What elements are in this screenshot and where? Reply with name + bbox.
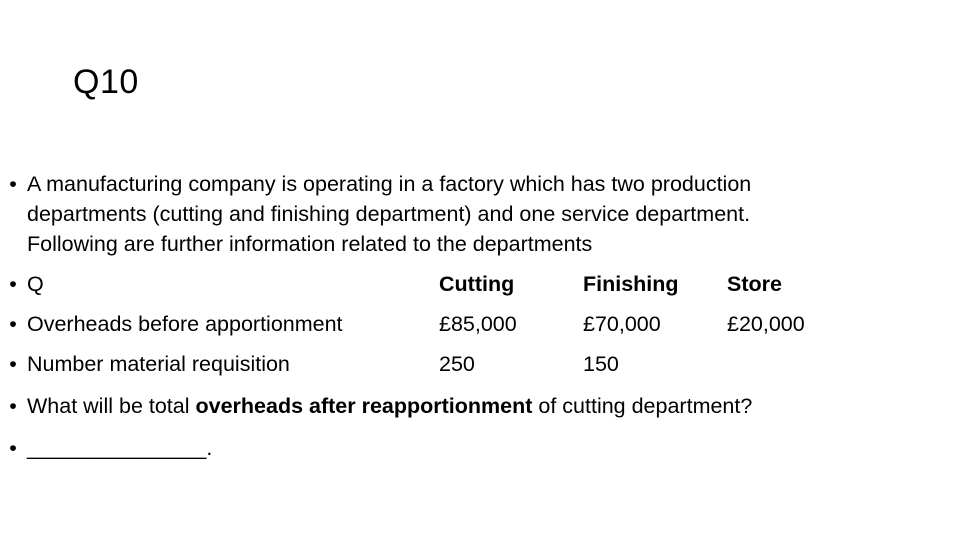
bullet-icon: •: [9, 172, 17, 196]
bullet-icon: •: [9, 436, 17, 460]
slide-title: Q10: [73, 63, 139, 101]
requisition-label: Number material requisition: [27, 352, 290, 376]
question-part-1: What will be total: [27, 394, 196, 418]
intro-line-2: departments (cutting and finishing department) and one service department.: [27, 202, 751, 226]
overheads-cutting: £85,000: [439, 312, 517, 336]
question-text: [27, 392, 752, 420]
header-label: Q: [27, 272, 44, 296]
question-part-2: of cutting department?: [532, 394, 753, 418]
bullet-icon: •: [9, 352, 17, 376]
bullet-icon: •: [9, 312, 17, 336]
overheads-store: £20,000: [727, 312, 805, 336]
bullet-icon: •: [9, 272, 17, 296]
question-bold: overheads after reapportionment: [195, 394, 533, 418]
header-finishing: Finishing: [583, 272, 679, 296]
intro-line-1: A manufacturing company is operating in a factory which has two production: [27, 172, 752, 196]
header-store: Store: [727, 272, 782, 296]
overheads-label: Overheads before apportionment: [27, 312, 343, 336]
requisition-cutting: 250: [439, 352, 475, 376]
header-cutting: Cutting: [439, 272, 515, 296]
requisition-finishing: 150: [583, 352, 619, 376]
bullet-icon: •: [9, 394, 17, 418]
intro-line-3: Following are further information related to the departments: [27, 232, 593, 256]
answer-blank: _______________.: [27, 436, 213, 460]
overheads-finishing: £70,000: [583, 312, 661, 336]
